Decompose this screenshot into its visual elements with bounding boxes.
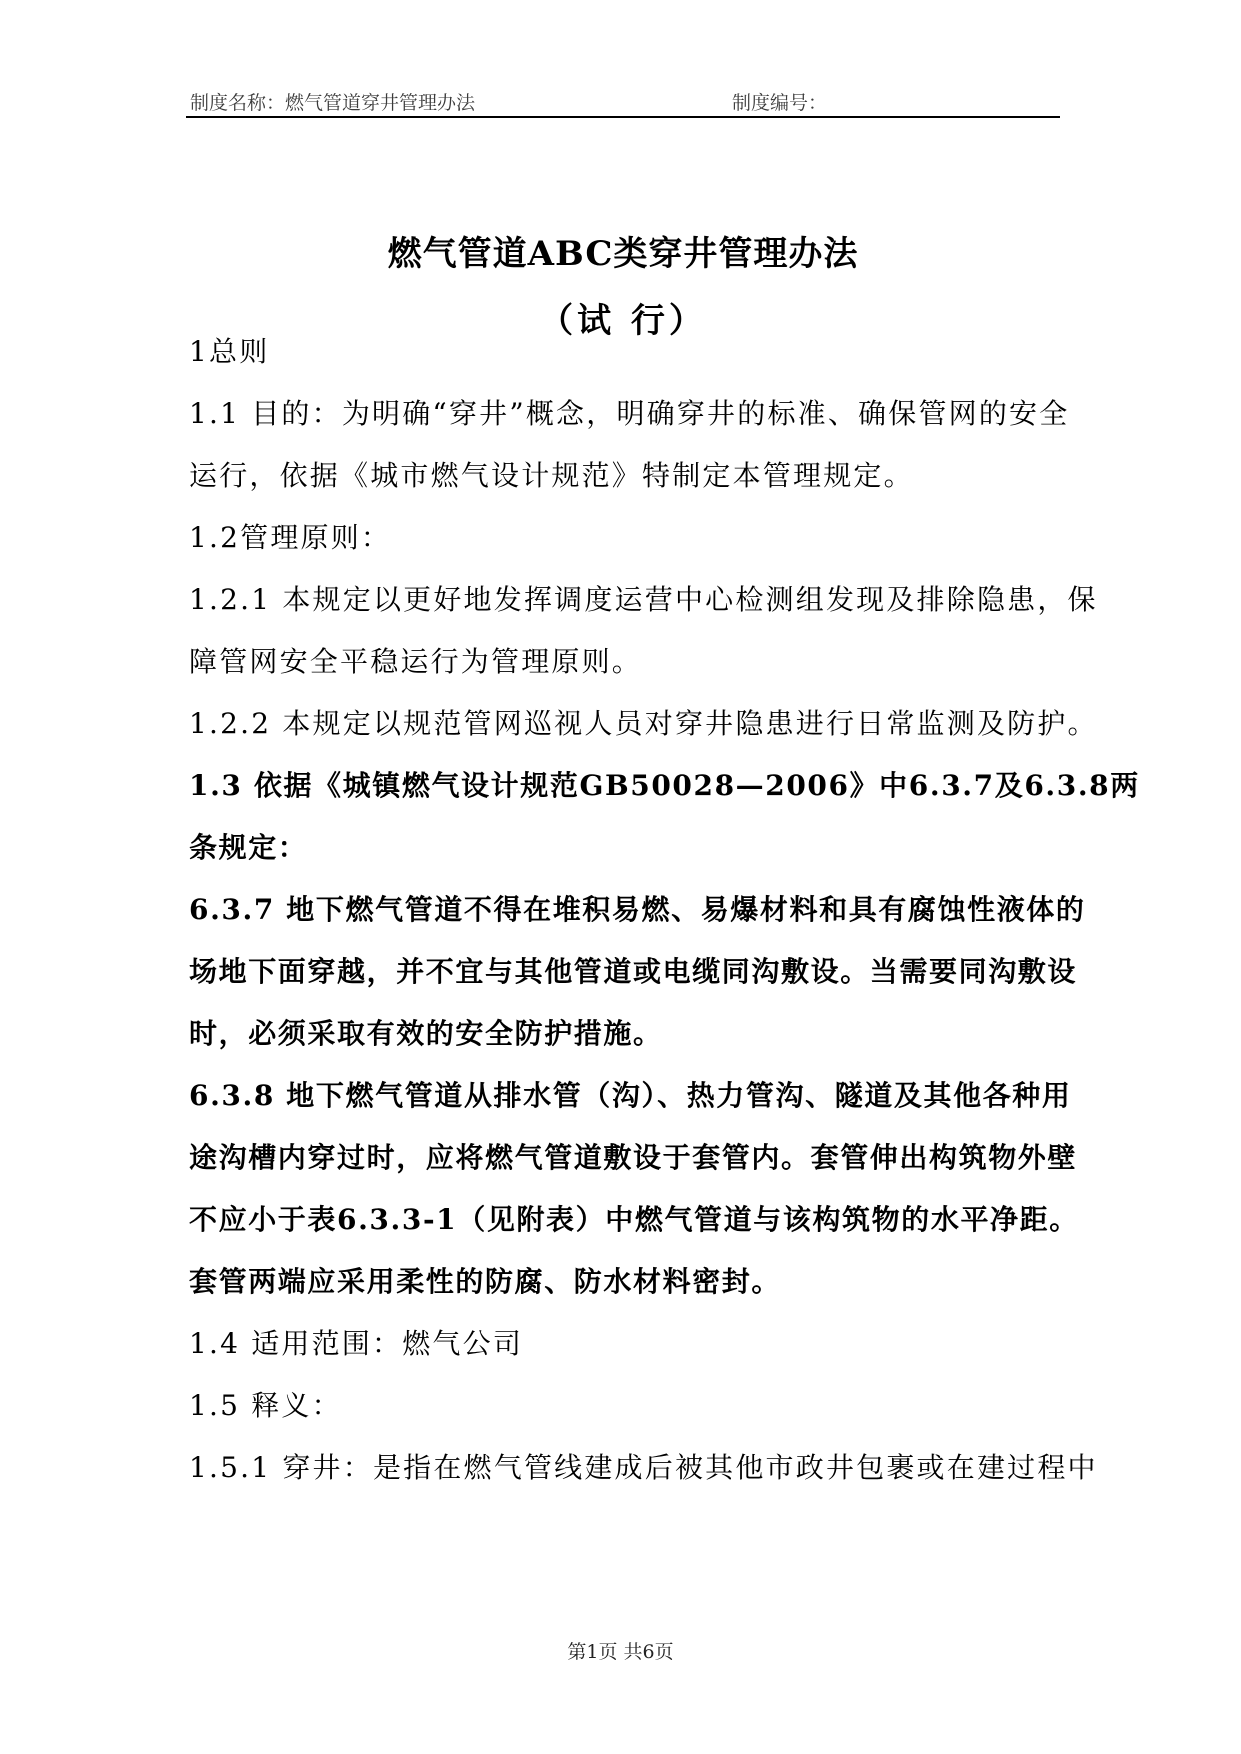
document-subtitle: （试 行） [539, 301, 707, 341]
paragraph-line-bold: 条规定： [189, 831, 308, 864]
paragraph-line-bold: 场地下面穿越，并不宜与其他管道或电缆同沟敷设。当需要同沟敷设 [189, 955, 1078, 988]
paragraph-line: 1.2.2 本规定以规范管网巡视人员对穿井隐患进行日常监测及防护。 [189, 707, 1098, 740]
paragraph-line-bold: 时，必须采取有效的安全防护措施。 [189, 1017, 663, 1050]
paragraph-line-bold: 1.3 依据《城镇燃气设计规范GB50028—2006》中6.3.7及6.3.8两 [189, 769, 1140, 802]
paragraph-line-bold: 不应小于表6.3.3-1（见附表）中燃气管道与该构筑物的水平净距。 [189, 1203, 1079, 1236]
doc-name-label: 制度名称：燃气管道穿井管理办法 [190, 92, 476, 114]
section-heading-general: 1总则 [189, 335, 270, 368]
header-divider [186, 116, 1060, 118]
paragraph-line-bold: 6.3.7 地下燃气管道不得在堆积易燃、易爆材料和具有腐蚀性液体的 [189, 893, 1086, 926]
paragraph-line: 1.5 释义： [189, 1389, 342, 1422]
paragraph-line: 1.2.1 本规定以更好地发挥调度运营中心检测组发现及排除隐患，保 [189, 583, 1098, 616]
page-header [186, 86, 1060, 116]
paragraph-line: 障管网安全平稳运行为管理原则。 [189, 645, 643, 678]
paragraph-line: 1.4 适用范围：燃气公司 [189, 1327, 524, 1360]
paragraph-line: 1.2管理原则： [189, 521, 392, 554]
paragraph-line: 1.5.1 穿井：是指在燃气管线建成后被其他市政井包裹或在建过程中 [189, 1451, 1098, 1484]
paragraph-line-bold: 途沟槽内穿过时，应将燃气管道敷设于套管内。套管伸出构筑物外壁 [189, 1141, 1078, 1174]
document-title: 燃气管道ABC类穿井管理办法 [387, 234, 859, 274]
paragraph-line: 运行，依据《城市燃气设计规范》特制定本管理规定。 [189, 459, 914, 492]
paragraph-line-bold: 6.3.8 地下燃气管道从排水管（沟）、热力管沟、隧道及其他各种用 [189, 1079, 1072, 1112]
doc-number-label: 制度编号： [732, 92, 828, 114]
paragraph-line: 1.1 目的：为明确“穿井”概念，明确穿井的标准、确保管网的安全 [189, 397, 1070, 430]
paragraph-line-bold: 套管两端应采用柔性的防腐、防水材料密封。 [189, 1265, 782, 1298]
page-number: 第1页 共6页 [567, 1641, 674, 1663]
